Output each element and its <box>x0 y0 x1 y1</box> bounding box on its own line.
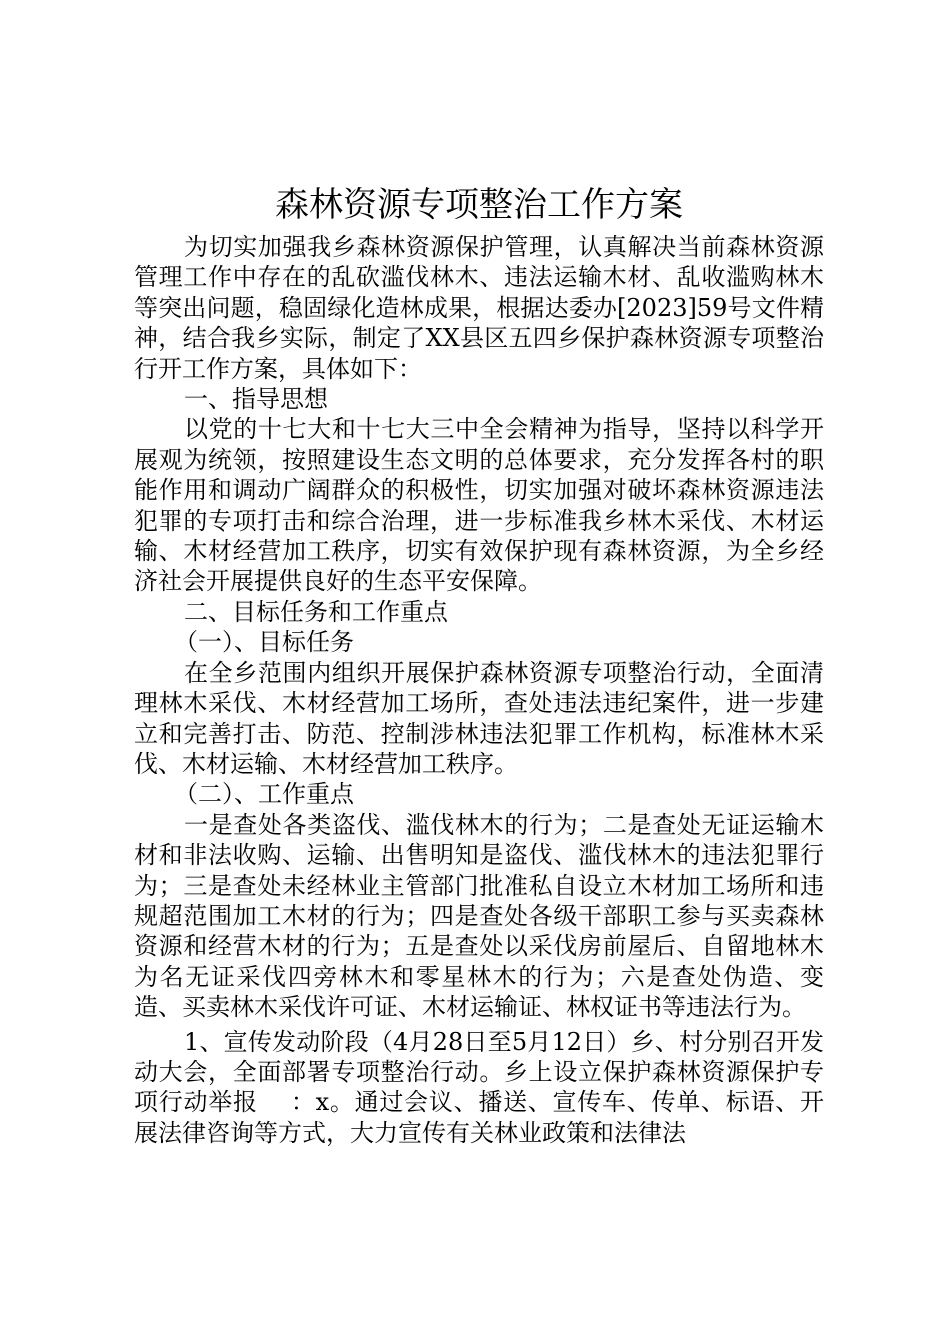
section-heading-guiding-ideology: 一、指导思想 <box>184 385 328 414</box>
subsection-heading-priorities: （二）、工作重点 <box>174 780 354 809</box>
intro-paragraph: 为切实加强我乡森林资源保护管理，认真解决当前森林资源管理工作中存在的乱砍滥伐林木、违法运输木材、乱收滥购林木等突出问题，稳固绿化造林成果，根据达委办[2023]59号文件精神，结合我乡实际，制定了XX县区五四乡保护森林资源专项整治行开工作方案，具体如下： <box>134 233 824 383</box>
document-body <box>134 232 824 1148</box>
subsection-heading-goals: （一）、目标任务 <box>174 628 354 657</box>
phase-one-paragraph: 1、宣传发动阶段（4月28日至5月12日）乡、村分别召开发动大会，全面部署专项整治行动。乡上设立保护森林资源保护专项行动举报 ：x。通过会议、播送、宣传车、传单、标语、开展法律咨询等方式，大力宣传有关林业政策和法律法 <box>134 1027 824 1147</box>
goals-paragraph: 在全乡范围内组织开展保护森林资源专项整治行动，全面清理林木采伐、木材经营加工场所，查处违法违纪案件，进一步建立和完善打击、防范、控制涉林违法犯罪工作机构，标准林木采伐、木材运输、木材经营加工秩序。 <box>134 658 824 778</box>
priorities-paragraph: 一是查处各类盗伐、滥伐林木的行为；二是查处无证运输木材和非法收购、运输、出售明知是盗伐、滥伐林木的违法犯罪行为；三是查处未经林业主管部门批准私自设立木材加工场所和违规超范围加工木材的行为；四是查处各级干部职工参与买卖森林资源和经营木材的行为；五是查处以采伐房前屋后、自留地林木为名无证采伐四旁林木和零星林木的行为；六是查处伪造、变造、买卖林木采伐许可证、木材运输证、林权证书等违法行为。 <box>134 810 824 1022</box>
guiding-ideology-paragraph: 以党的十七大和十七大三中全会精神为指导，坚持以科学开展观为统领，按照建设生态文明的总体要求，充分发挥各村的职能作用和调动广阔群众的积极性，切实加强对破坏森林资源违法犯罪的专项打击和综合治理，进一步标准我乡林木采伐、木材运输、木材经营加工秩序，切实有效保护现有森林资源，为全乡经济社会开展提供良好的生态平安保障。 <box>134 415 824 596</box>
document-title: 森林资源专项整治工作方案 <box>275 185 683 225</box>
section-heading-goals-and-priorities: 二、目标任务和工作重点 <box>184 597 448 626</box>
